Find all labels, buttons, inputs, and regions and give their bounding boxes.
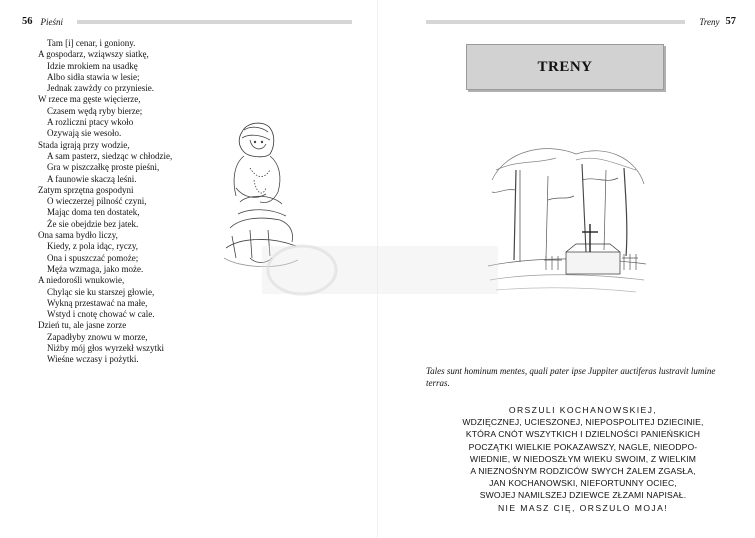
poem-line: A gospodarz, wziąwszy siatkę, (38, 49, 149, 60)
left-header-rule (77, 20, 352, 24)
poem-line: W rzece ma gęste więcierze, (38, 94, 141, 105)
poem-line: Że sie obejdzie bez jatek. (47, 218, 139, 229)
poem-line: O wieczerzej pilność czyni, (47, 196, 147, 207)
dedication-line: ORSZULI KOCHANOWSKIEJ, (508, 405, 658, 415)
poem-line: Kiedy, z pola idąc, ryczy, (47, 241, 139, 252)
right-page-header (426, 16, 736, 27)
cemetery-grave-sketch-icon (486, 140, 648, 298)
dedication-text (438, 404, 728, 514)
dedication-line: WIEDNIE, W NIEDOSZŁYM WIEKU SWOIM, Z WIELKIM (469, 453, 697, 464)
right-header-rule (426, 20, 685, 24)
poem-line: Ozywają sie wesoło. (47, 128, 122, 139)
left-page-header (22, 16, 352, 27)
poem-line: A niedorośli wnukowie, (38, 275, 125, 286)
poem-line: Wstyd i cnotę chować w cale. (47, 309, 155, 320)
poem-line: Ona i spuszczać pomoże; (47, 252, 139, 263)
poem-line: A sam pasterz, siedząc w chłodzie, (47, 150, 173, 161)
left-page-number: 56 (22, 16, 33, 27)
poem-line: Wykną przestawać na małe, (47, 297, 148, 308)
chapter-title-box (466, 44, 664, 90)
epigraph: Tales sunt hominum mentes, quali pater ipse Juppiter auctiferas lustravit lumine terras. (426, 366, 716, 388)
left-running-title: Pieśni (40, 16, 63, 27)
dedication-line: A NIEZNOŚNYM RODZICÓW SWYCH ŻALEM ZGASŁA, (470, 466, 696, 477)
poem-line: Zapadłyby znowu w morze, (47, 331, 148, 342)
poem-line: Stada igrają przy wodzie, (38, 139, 130, 150)
dedication-line: JAN KOCHANOWSKI, NIEFORTUNNY OCIEC, (489, 478, 677, 489)
poem-line: A faunowie skaczą leśni. (47, 173, 137, 184)
poem-line: Czasem wędą ryby bierze; (47, 105, 143, 116)
poem-line: Dzień tu, ale jasne zorze (38, 320, 127, 331)
poem-line: Wieśne wczasy i pożytki. (47, 354, 139, 365)
dedication-line: WDZIĘCZNEJ, UCIESZONEJ, NIEPOSPOLITEJ DZIECINIE, (462, 417, 704, 428)
poem-line: Idzie mrokiem na usadkę (47, 60, 138, 71)
right-page-number: 57 (725, 16, 736, 27)
right-running-title: Treny (699, 16, 720, 27)
poem-line: Tam [i] cenar, i goniony. (47, 38, 136, 48)
chapter-title: TRENY (537, 58, 593, 75)
poem-line: Męża wzmaga, jako może. (47, 263, 144, 274)
poem-line: Mając doma ten dostatek, (47, 207, 140, 218)
poem-line: A rozliczni ptacy wkoło (47, 117, 134, 128)
dedication-line: POCZĄTKI WIELKIE POKAZAWSZY, NAGLE, NIEODPO- (468, 441, 698, 452)
poem-line: Zatym sprzętna gospodyni (38, 184, 134, 195)
watermark-band (262, 240, 498, 300)
poem-line: Niżby mój głos wyrzekł wszytki (47, 343, 164, 354)
poem-line: Chyląc sie ku starszej głowie, (47, 286, 155, 297)
poem-line: Albo sidła stawia w lesie; (47, 71, 140, 82)
poem-line: Gra w piszczałkę proste pieśni, (47, 162, 160, 173)
dedication-line: KTÓRA CNÓT WSZYTKICH I DZIELNOŚCI PANIEŃSKICH (465, 429, 701, 440)
poem-text (38, 38, 172, 366)
poem-line: Ona sama bydło liczy, (38, 230, 118, 241)
dedication-line: SWOJEJ NAMILSZEJ DZIEWCE ZŁZAMI NAPISAŁ. (479, 490, 687, 501)
dedication-line: NIE MASZ CIĘ, ORSZULO MOJA! (497, 502, 669, 513)
poem-line: Jednak zawżdy co przyniesie. (47, 83, 154, 94)
